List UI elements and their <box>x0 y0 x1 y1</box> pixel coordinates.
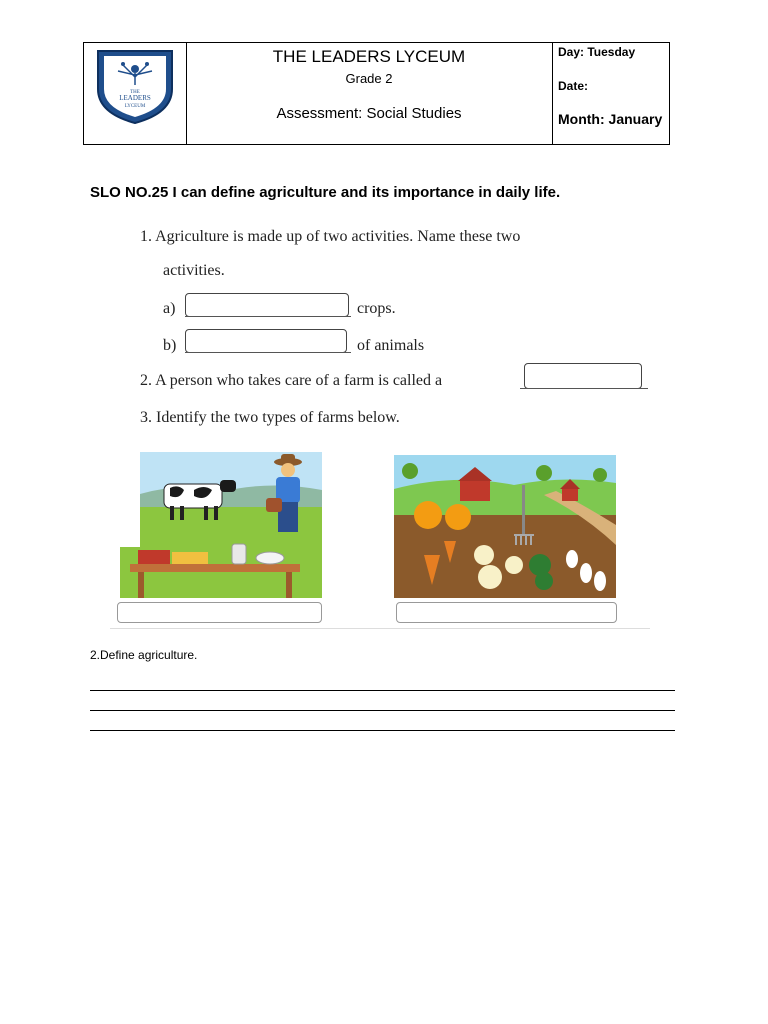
q3-text: 3. Identify the two types of farms below. <box>140 409 400 426</box>
define-question: 2.Define agriculture. <box>90 648 198 662</box>
crop-farm-picture <box>394 455 616 598</box>
q1-line1: 1. Agriculture is made up of two activities. Name these two <box>140 228 521 245</box>
q2-text: 2. A person who takes care of a farm is called a <box>140 372 443 389</box>
q1-line2: activities. <box>163 262 225 279</box>
q1a-answer-box[interactable] <box>185 293 349 317</box>
svg-text:THE: THE <box>130 90 140 95</box>
meta-cell <box>552 43 669 144</box>
svg-text:LYCEUM: LYCEUM <box>124 104 146 109</box>
answer-line-3[interactable] <box>90 730 675 731</box>
grade-label: Grade 2 <box>345 71 393 86</box>
q1a-label: a) <box>163 300 176 317</box>
month-label: Month: January <box>558 111 663 127</box>
q2-underline <box>520 388 648 389</box>
q2-answer-box[interactable] <box>524 363 642 389</box>
school-logo <box>90 45 180 125</box>
q1b-label: b) <box>163 337 177 354</box>
livestock-farm-picture <box>120 452 322 598</box>
q1a-underline <box>185 316 351 317</box>
divider <box>110 628 650 629</box>
date-label: Date: <box>558 79 589 93</box>
title-cell <box>186 43 553 144</box>
farm1-answer-box[interactable] <box>117 602 322 623</box>
logo-cell <box>84 43 187 144</box>
day-label: Day: Tuesday <box>558 45 636 59</box>
assessment-title: Assessment: Social Studies <box>276 105 462 122</box>
farm2-answer-box[interactable] <box>396 602 617 623</box>
header-table <box>83 42 670 145</box>
slo-heading: SLO NO.25 I can define agriculture and its importance in daily life. <box>90 184 561 201</box>
q1b-underline <box>185 352 351 353</box>
answer-line-2[interactable] <box>90 710 675 711</box>
q1b-suffix: of animals <box>357 337 425 354</box>
answer-line-1[interactable] <box>90 690 675 691</box>
svg-text:LEADERS: LEADERS <box>119 94 151 102</box>
school-name: THE LEADERS LYCEUM <box>272 47 466 66</box>
q1a-suffix: crops. <box>357 300 396 317</box>
q1b-answer-box[interactable] <box>185 329 347 353</box>
